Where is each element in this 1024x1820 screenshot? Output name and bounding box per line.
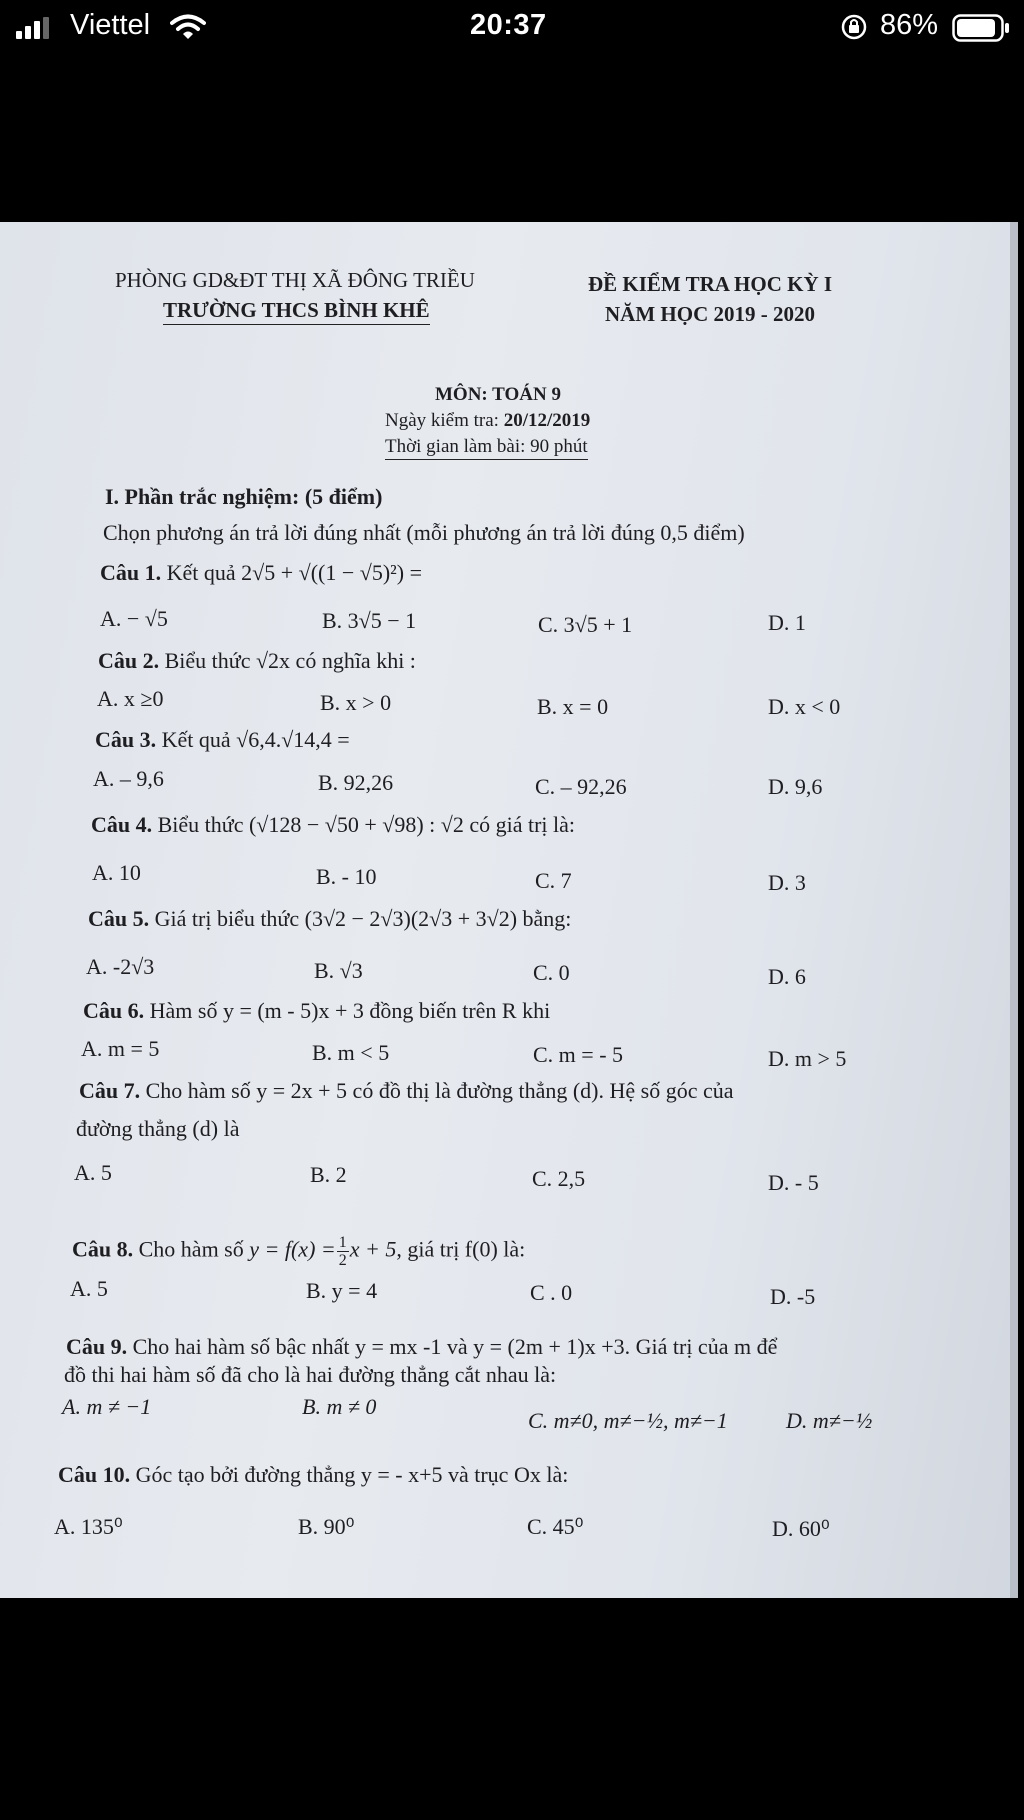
q9-option-b: B. m ≠ 0 [302, 1394, 377, 1419]
q2-option-a: A. x ≥0 [97, 686, 164, 711]
question-10 [58, 1462, 568, 1488]
q2-option-d: D. x < 0 [768, 694, 841, 719]
exam-date-value: 20/12/2019 [503, 410, 591, 431]
school-name: TRƯỜNG THCS BÌNH KHÊ [163, 298, 430, 325]
q6-option-b: B. m < 5 [312, 1040, 390, 1065]
q7-option-c: C. 2,5 [532, 1166, 586, 1191]
exam-date-label: Ngày kiểm tra: [385, 410, 499, 431]
question-text-post: , giá trị f(0) là: [396, 1236, 526, 1262]
q7-option-b: B. 2 [310, 1162, 347, 1187]
question-label: Câu 4. [91, 812, 153, 837]
exam-date [385, 410, 590, 432]
q9-option-c: C. m≠0, m≠−½, m≠−1 [528, 1408, 728, 1433]
q6-option-c: C. m = - 5 [533, 1042, 624, 1067]
department-name: PHÒNG GD&ĐT THỊ XÃ ĐÔNG TRIỀU [115, 268, 475, 292]
question-5 [88, 906, 571, 932]
q10-option-b: B. 90⁰ [298, 1514, 355, 1539]
clock: 20:37 [470, 9, 547, 41]
exam-duration: Thời gian làm bài: 90 phút [385, 436, 588, 460]
q5-option-b: B. √3 [314, 958, 363, 983]
battery-icon [952, 14, 1010, 42]
question-label: Câu 5. [88, 906, 150, 931]
function-expression: y = f(x) = [249, 1236, 336, 1262]
q4-option-b: B. - 10 [316, 864, 377, 889]
fraction [337, 1234, 349, 1269]
q6-option-a: A. m = 5 [81, 1036, 160, 1061]
subject: MÔN: TOÁN 9 [435, 384, 561, 405]
q5-option-c: C. 0 [533, 960, 570, 985]
question-text: Góc tạo bởi đường thẳng y = - x+5 và trục Ox là: [135, 1462, 569, 1487]
q3-option-c: C. – 92,26 [535, 774, 627, 799]
question-text: Kết quả 2√5 + √((1 − √5)²) = [166, 560, 422, 585]
q3-option-d: D. 9,6 [768, 774, 823, 799]
paper-edge [1010, 222, 1018, 1598]
question-text: Giá trị biểu thức (3√2 − 2√3)(2√3 + 3√2) bằng: [154, 906, 572, 931]
question-label: Câu 1. [100, 560, 162, 585]
section-instruction: Chọn phương án trả lời đúng nhất (mỗi phương án trả lời đúng 0,5 điểm) [103, 520, 745, 545]
q4-option-d: D. 3 [768, 870, 806, 895]
exam-title: ĐỀ KIỂM TRA HỌC KỲ I [588, 272, 833, 296]
question-label: Câu 2. [98, 648, 160, 673]
question-4 [91, 812, 575, 838]
fraction-denominator: 2 [338, 1252, 347, 1269]
q5-option-a: A. -2√3 [86, 954, 155, 979]
q7-option-d: D. - 5 [768, 1170, 819, 1195]
question-9-continued: đồ thi hai hàm số đã cho là hai đường thẳng cắt nhau là: [64, 1362, 557, 1387]
question-text: Biểu thức √2x có nghĩa khi : [164, 648, 416, 673]
question-8 [72, 1234, 525, 1269]
q7-option-a: A. 5 [74, 1160, 112, 1185]
exam-paper-photo [0, 222, 1018, 1598]
question-label: Câu 3. [95, 727, 157, 752]
q10-option-a: A. 135⁰ [54, 1514, 123, 1539]
question-text: Cho hàm số y = 2x + 5 có đồ thị là đường thẳng (d). Hệ số góc của [145, 1078, 734, 1103]
q1-option-b: B. 3√5 − 1 [322, 608, 417, 633]
question-label: Câu 6. [83, 998, 145, 1023]
question-2 [98, 648, 416, 674]
q8-option-c: C . 0 [530, 1280, 573, 1305]
section-title: I. Phần trắc nghiệm: (5 điểm) [105, 484, 383, 509]
q3-option-b: B. 92,26 [318, 770, 394, 795]
q1-option-a: A. − √5 [100, 606, 168, 631]
battery-percentage: 86% [880, 9, 939, 41]
q10-option-c: C. 45⁰ [527, 1514, 584, 1539]
q9-option-a: A. m ≠ −1 [62, 1394, 152, 1419]
q9-option-d: D. m≠−½ [786, 1408, 873, 1433]
fraction-numerator: 1 [338, 1234, 347, 1251]
question-text: Biểu thức (√128 − √50 + √98) : √2 có giá trị là: [157, 812, 576, 837]
q4-option-a: A. 10 [92, 860, 141, 885]
question-6 [83, 998, 550, 1024]
question-9 [66, 1334, 777, 1360]
q8-option-a: A. 5 [70, 1276, 108, 1301]
question-7 [79, 1078, 734, 1104]
function-expression-tail: x + 5 [349, 1236, 397, 1262]
question-text: Cho hai hàm số bậc nhất y = mx -1 và y = (2m + 1)x +3. Giá trị của m để [132, 1334, 778, 1359]
question-text: Hàm số y = (m - 5)x + 3 đồng biến trên R khi [149, 998, 551, 1023]
question-label: Câu 7. [79, 1078, 141, 1103]
q4-option-c: C. 7 [535, 868, 572, 893]
question-label: Câu 9. [66, 1334, 128, 1359]
q2-option-b: B. x > 0 [320, 690, 392, 715]
q8-option-b: B. y = 4 [306, 1278, 378, 1303]
question-1 [100, 560, 422, 586]
question-7-continued: đường thẳng (d) là [76, 1116, 240, 1141]
school-year: NĂM HỌC 2019 - 2020 [605, 302, 815, 326]
q1-option-c: C. 3√5 + 1 [538, 612, 633, 637]
wifi-icon [170, 14, 206, 40]
question-text-pre: Cho hàm số [138, 1236, 244, 1262]
q2-option-c: B. x = 0 [537, 694, 609, 719]
signal-icon [16, 17, 50, 39]
question-label: Câu 8. [72, 1236, 134, 1262]
question-text: Kết quả √6,4.√14,4 = [161, 727, 350, 752]
carrier-name: Viettel [70, 9, 151, 41]
q6-option-d: D. m > 5 [768, 1046, 847, 1071]
q10-option-d: D. 60⁰ [772, 1516, 830, 1541]
orientation-lock-icon [840, 13, 868, 41]
q3-option-a: A. – 9,6 [93, 766, 164, 791]
status-bar [0, 0, 1024, 56]
q5-option-d: D. 6 [768, 964, 806, 989]
q8-option-d: D. -5 [770, 1284, 816, 1309]
question-3 [95, 727, 350, 753]
question-label: Câu 10. [58, 1462, 131, 1487]
q1-option-d: D. 1 [768, 610, 806, 635]
